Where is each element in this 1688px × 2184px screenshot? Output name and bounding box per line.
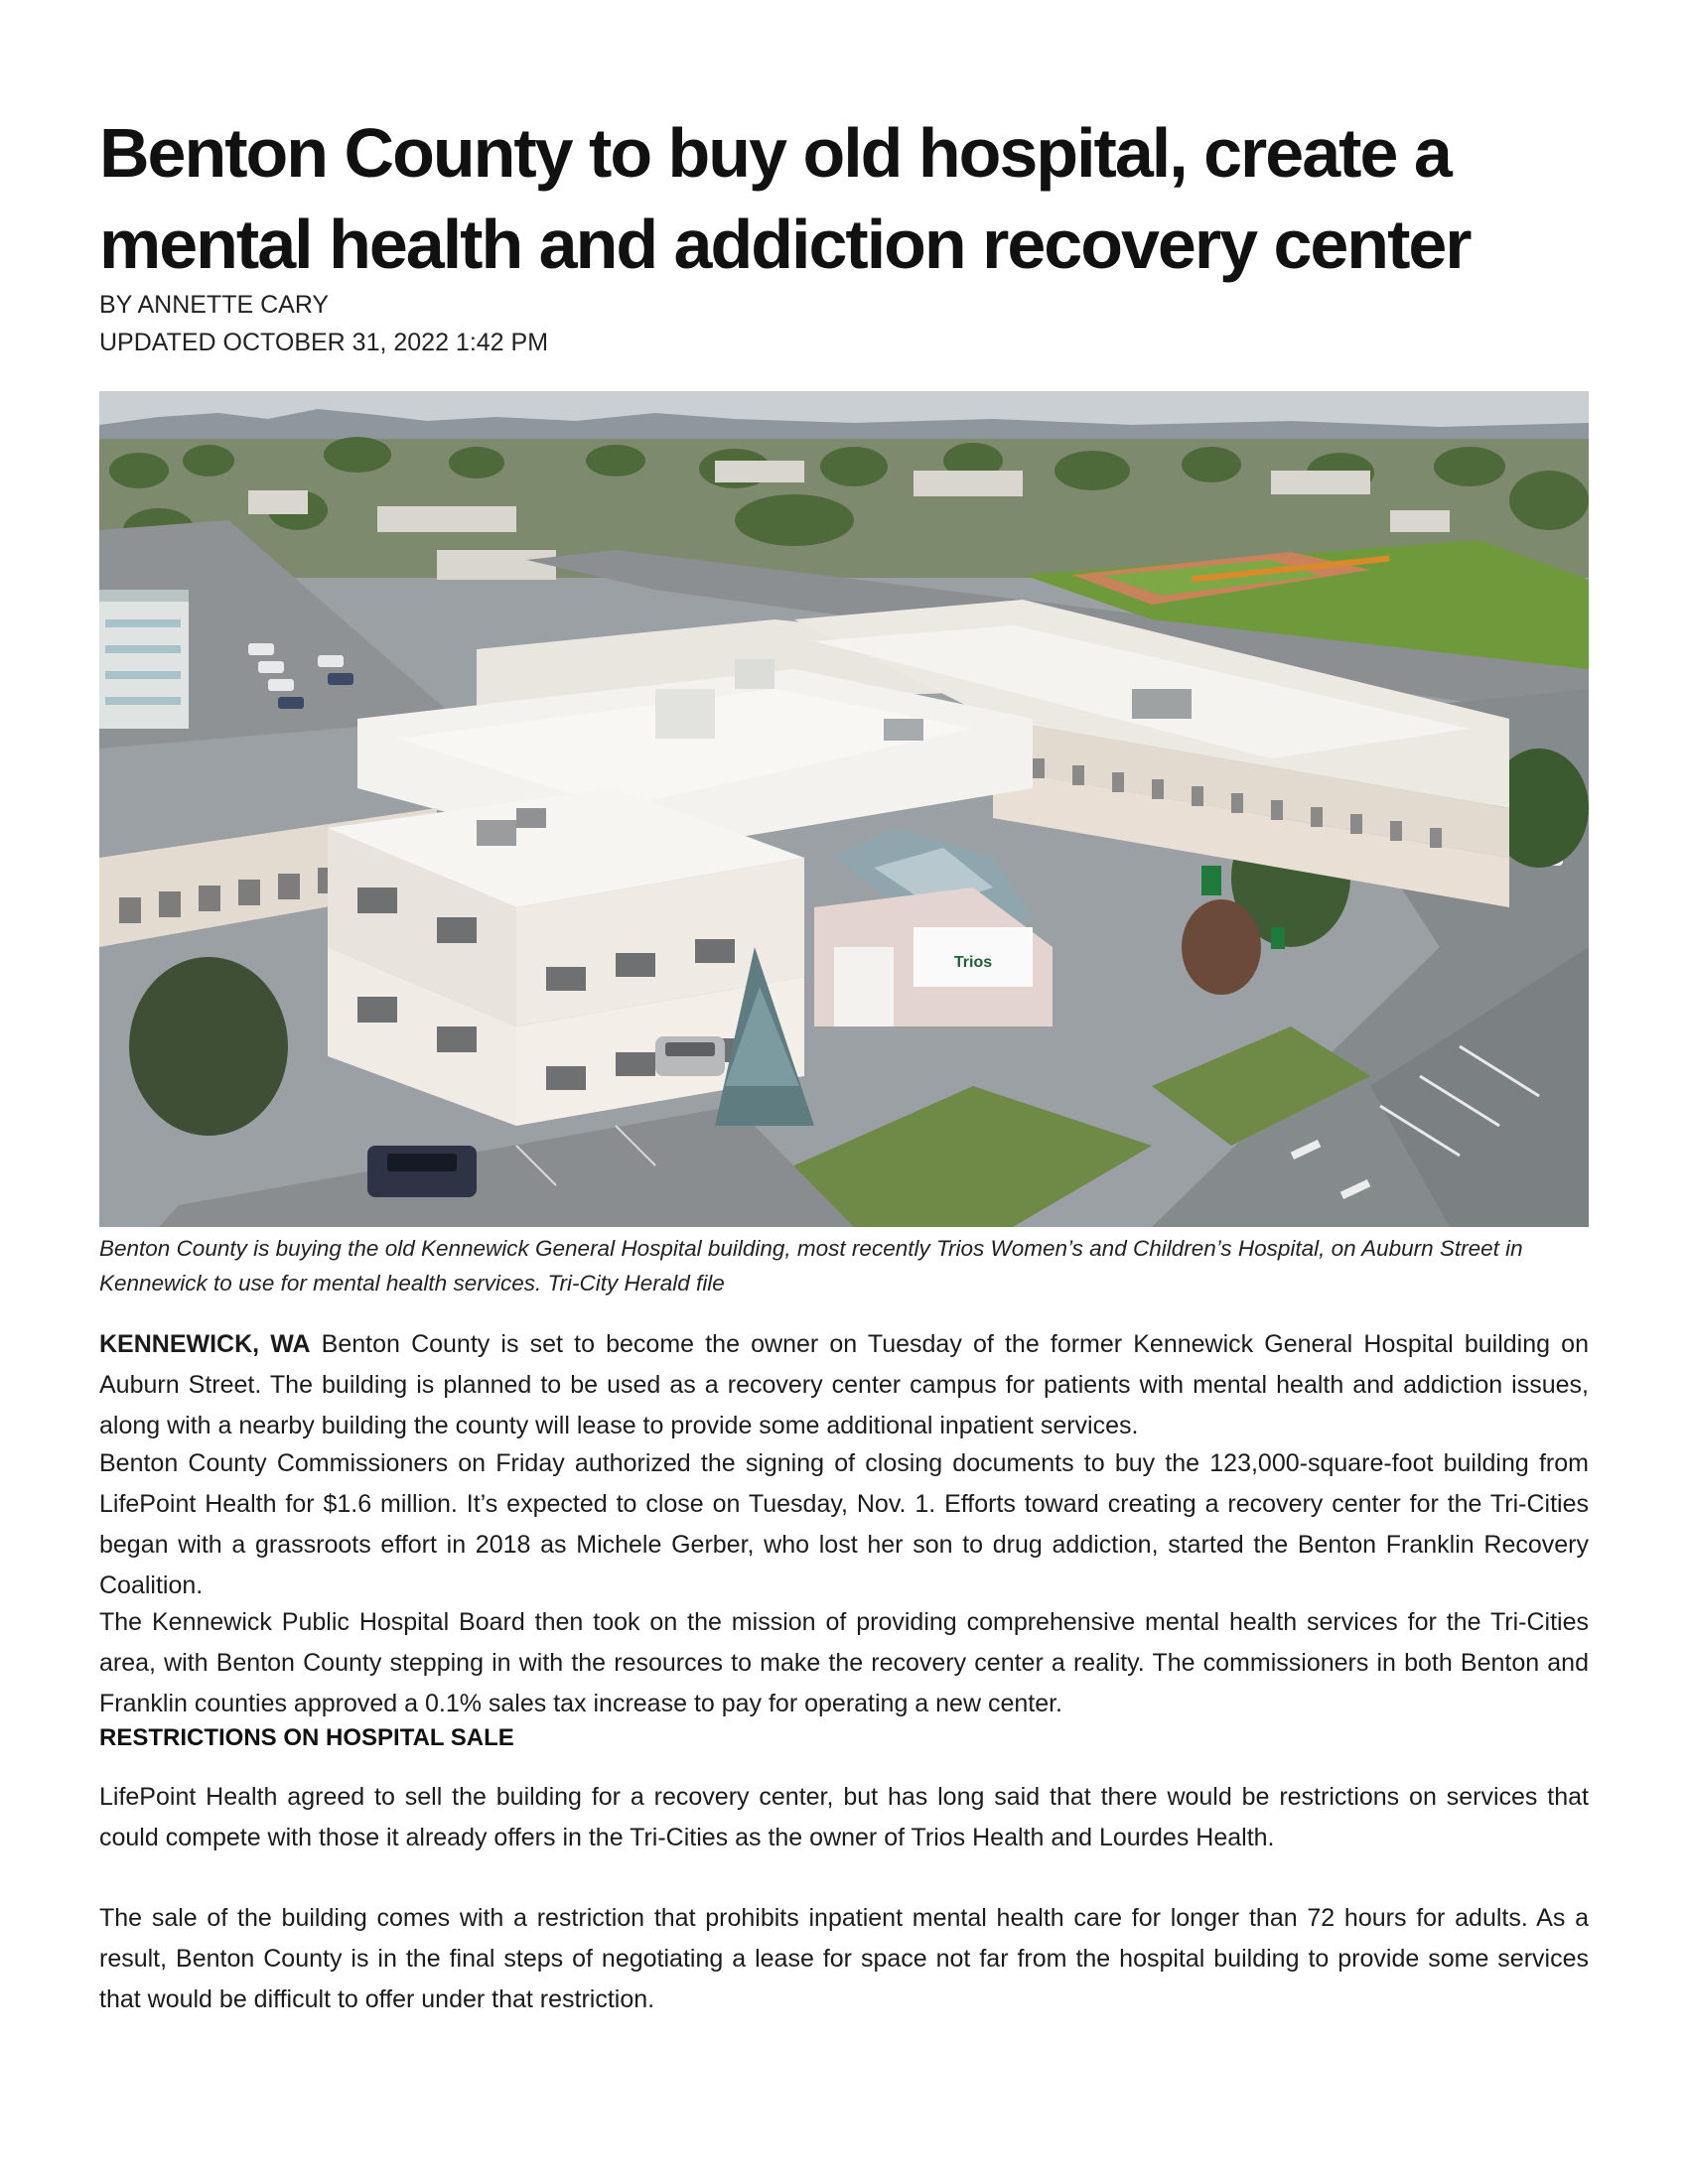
byline: BY ANNETTE CARY: [99, 291, 330, 319]
paragraph-1-text: Benton County is set to become the owner on Tuesday of the former Kennewick General Hospital building on Auburn Street. The building is planned to be used as a recovery center campus for patients with mental health and addiction issues, along with a nearby building the county will lease to provide some additional inpatient services.: [99, 1330, 1589, 1439]
dateline: KENNEWICK, WA: [99, 1330, 311, 1358]
paragraph-3: The Kennewick Public Hospital Board then took on the mission of providing comprehensive mental health services for the Tri-Cities area, with Benton County stepping in with the resources to make the recovery center a reality. The commissioners in both Benton and Franklin counties approved a 0.1% sales tax increase to pay for operating a new center.: [99, 1608, 1589, 1717]
section-subhead: RESTRICTIONS ON HOSPITAL SALE: [99, 1724, 514, 1751]
trios-sign: Trios: [953, 954, 993, 971]
updated-timestamp: UPDATED OCTOBER 31, 2022 1:42 PM: [99, 329, 549, 356]
photo-caption: Benton County is buying the old Kennewick General Hospital building, most recently Trios Women’s and Children’s Hospital, on Auburn Street in Kennewick to use for mental health services. Tri-City Herald file: [99, 1236, 1523, 1296]
paragraph-1: [99, 1324, 1589, 1446]
paragraph-2: Benton County Commissioners on Friday authorized the signing of closing documents to buy the 123,000-square-foot building from LifePoint Health for $1.6 million. It’s expected to close on Tuesday, Nov. 1. Efforts toward creating a recovery center for the Tri-Cities began with a grassroots effort in 2018 as Michele Gerber, who lost her son to drug addiction, started the Benton Franklin Recovery Coalition.: [99, 1449, 1589, 1599]
headline: Benton County to buy old hospital, create a mental health and addiction recovery center: [99, 114, 1471, 283]
paragraph-5: The sale of the building comes with a restriction that prohibits inpatient mental health care for longer than 72 hours for adults. As a result, Benton County is in the final steps of negotiating a lease for space not far from the hospital building to provide some services that would be difficult to offer under that restriction.: [99, 1904, 1589, 2013]
aerial-hospital-photo: [99, 391, 1589, 1227]
paragraph-4: LifePoint Health agreed to sell the building for a recovery center, but has long said that there would be restrictions on services that could compete with those it already offers in the Tri-Cities as the owner of Trios Health and Lourdes Health.: [99, 1783, 1589, 1851]
